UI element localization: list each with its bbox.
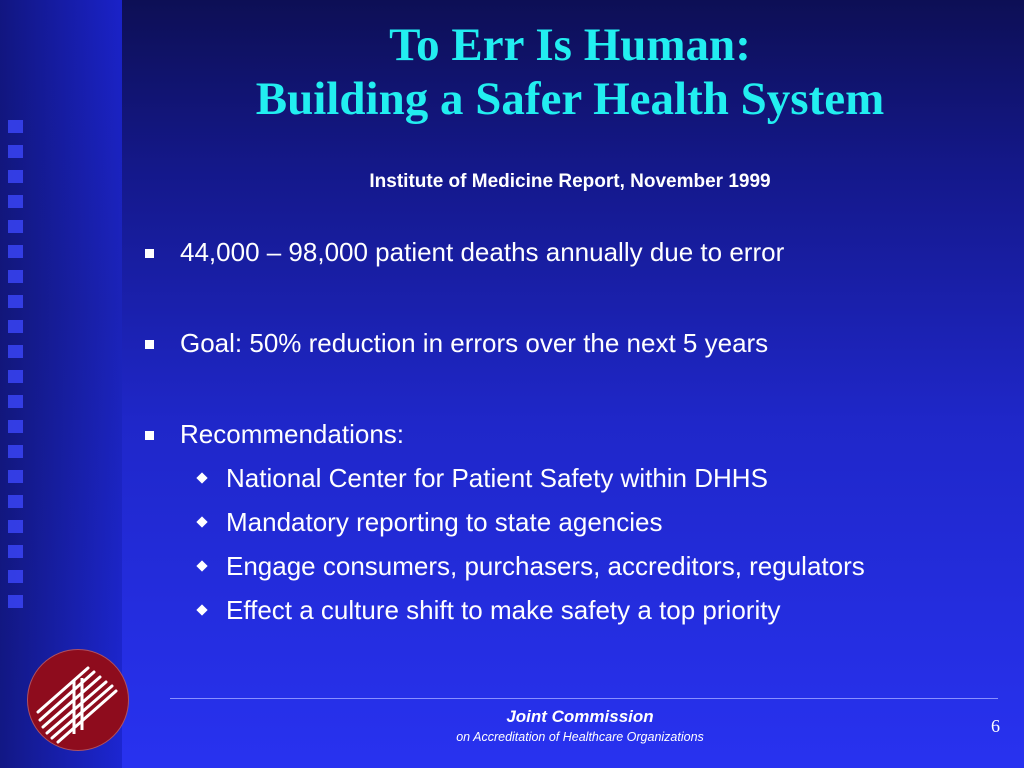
decor-square [8, 120, 23, 133]
decor-square [8, 420, 23, 433]
title-line-1: To Err Is Human: [389, 19, 751, 71]
slide-title [150, 18, 990, 126]
decor-square [8, 320, 23, 333]
decor-square [8, 570, 23, 583]
decor-square [8, 245, 23, 258]
decor-square [8, 595, 23, 608]
decor-square [8, 145, 23, 158]
decor-square [8, 170, 23, 183]
footer-divider [170, 698, 998, 699]
footer-organization-subtitle: on Accreditation of Healthcare Organizations [456, 730, 704, 744]
diamond-bullet-icon [196, 516, 207, 527]
decor-square [8, 370, 23, 383]
sub-bullet-text: Engage consumers, purchasers, accreditors, regulators [226, 551, 865, 581]
diamond-bullet-icon [196, 472, 207, 483]
decorative-squares [8, 120, 28, 620]
decor-square [8, 195, 23, 208]
bullet-item [142, 236, 1002, 268]
sub-bullet-item [142, 462, 1002, 494]
decor-square [8, 395, 23, 408]
decor-square [8, 270, 23, 283]
decor-square [8, 470, 23, 483]
sub-bullet-text: Mandatory reporting to state agencies [226, 507, 663, 537]
sub-bullet-item [142, 550, 926, 582]
bullet-item [142, 418, 1002, 450]
page-number: 6 [991, 716, 1000, 736]
decor-square [8, 445, 23, 458]
diamond-bullet-icon [196, 604, 207, 615]
decor-square [8, 295, 23, 308]
square-bullet-icon [145, 340, 154, 349]
logo-graphic [28, 650, 128, 750]
bullet-list [142, 236, 1002, 626]
footer-organization: Joint Commission [506, 707, 654, 726]
sub-bullet-text: Effect a culture shift to make safety a top priority [226, 595, 781, 625]
bullet-text: Recommendations: [180, 419, 404, 449]
decor-square [8, 545, 23, 558]
joint-commission-logo-icon [27, 649, 129, 751]
decor-square [8, 345, 23, 358]
slide-subtitle: Institute of Medicine Report, November 1999 [369, 171, 771, 192]
bullet-text: Goal: 50% reduction in errors over the next 5 years [180, 328, 769, 358]
square-bullet-icon [145, 249, 154, 258]
sub-bullet-text: National Center for Patient Safety within DHHS [226, 463, 768, 493]
bullet-text: 44,000 – 98,000 patient deaths annually due to error [180, 237, 785, 267]
decor-square [8, 520, 23, 533]
sub-bullet-item [142, 506, 1002, 538]
diamond-bullet-icon [196, 560, 207, 571]
sub-bullet-item [142, 594, 1002, 626]
decor-square [8, 495, 23, 508]
square-bullet-icon [145, 431, 154, 440]
bullet-item [142, 327, 1002, 359]
title-line-2: Building a Safer Health System [255, 73, 885, 125]
decor-square [8, 220, 23, 233]
